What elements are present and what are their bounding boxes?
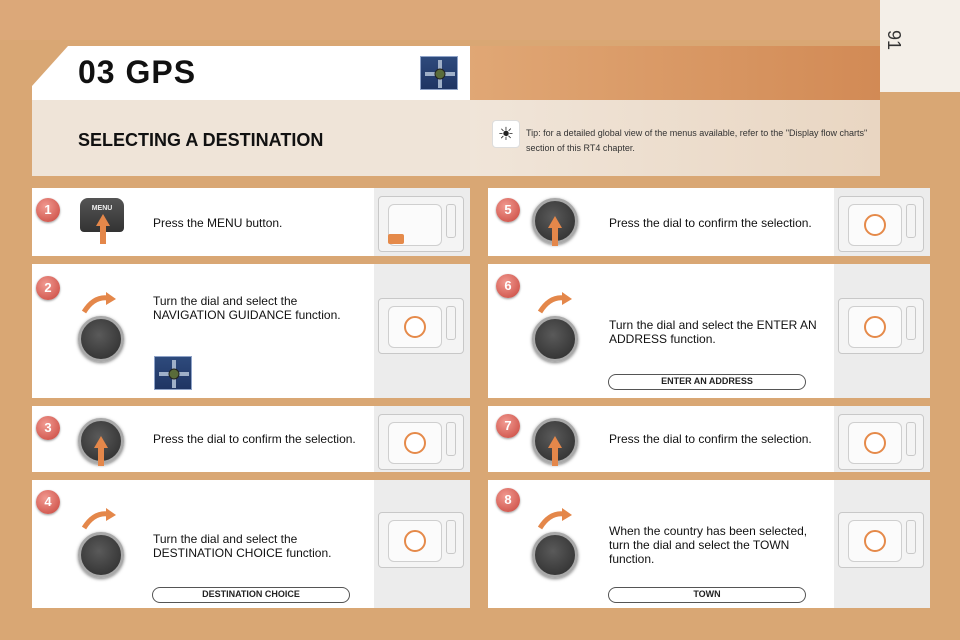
turn-arrow-icon [536,292,572,314]
step-8-badge: 8 [496,488,520,512]
lightbulb-icon: ☀ [492,120,520,148]
press-arrow-icon [548,436,562,466]
navigation-icon [154,356,192,390]
step-6-text: Turn the dial and select the ENTER AN ADDRESS function. [609,318,817,346]
radio-panel-icon [838,408,924,470]
enter-address-pill: ENTER AN ADDRESS [608,374,806,390]
gps-icon [420,56,458,90]
press-arrow-icon [94,436,108,466]
step-5-badge: 5 [496,198,520,222]
destination-choice-pill: DESTINATION CHOICE [152,587,350,603]
step-3-text: Press the dial to confirm the selection. [153,432,356,446]
step-6-badge: 6 [496,274,520,298]
step-4-text: Turn the dial and select the DESTINATION CHOICE function. [153,532,332,560]
step-3-badge: 3 [36,416,60,440]
step-7-text: Press the dial to confirm the selection. [609,432,812,446]
radio-panel-icon [378,190,464,252]
step-2-text: Turn the dial and select the NAVIGATION GUIDANCE function. [153,294,341,322]
step-1-badge: 1 [36,198,60,222]
tip-text: Tip: for a detailed global view of the menus available, refer to the "Display flow charts" section of this RT4 chapter. [526,128,868,153]
radio-panel-icon [378,292,464,354]
step-1-text: Press the MENU button. [153,216,283,230]
step-8-text: When the country has been selected, turn the dial and select the TOWN function. [609,524,808,566]
menu-button-illustration: MENU [80,198,124,232]
page-title: 03 GPS [78,54,197,90]
page-number: 91 [884,30,904,51]
radio-panel-icon [838,506,924,568]
step-5-text: Press the dial to confirm the selection. [609,216,812,230]
radio-panel-icon [378,408,464,470]
radio-panel-icon [378,506,464,568]
step-2-badge: 2 [36,276,60,300]
turn-arrow-icon [80,292,116,314]
dial-icon [532,316,578,362]
turn-arrow-icon [80,508,116,530]
radio-panel-icon [838,190,924,252]
section-subtitle: SELECTING A DESTINATION [78,130,324,150]
dial-icon [78,532,124,578]
top-band [0,0,880,40]
step-7-badge: 7 [496,414,520,438]
radio-panel-icon [838,292,924,354]
dial-icon [532,532,578,578]
press-arrow-icon [96,214,110,244]
press-arrow-icon [548,216,562,246]
turn-arrow-icon [536,508,572,530]
town-pill: TOWN [608,587,806,603]
step-4-badge: 4 [36,490,60,514]
dial-icon [78,316,124,362]
title-band [470,46,880,100]
